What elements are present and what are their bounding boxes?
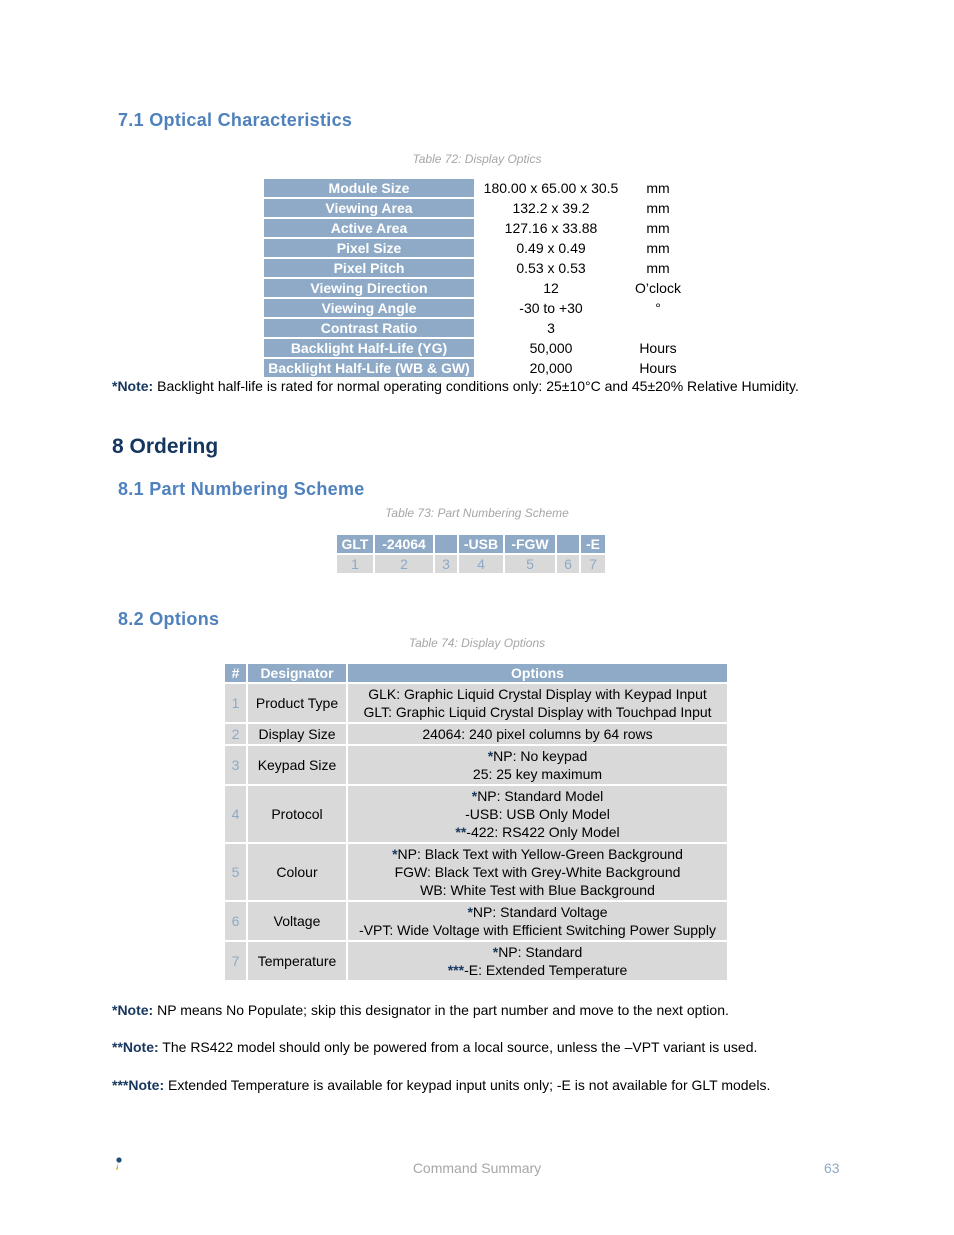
option-values	[348, 684, 727, 722]
option-line	[348, 805, 727, 823]
optics-unit: mm	[628, 219, 688, 237]
option-line	[348, 725, 727, 743]
option-designator: Temperature	[248, 942, 346, 980]
optics-row	[264, 339, 688, 357]
option-line-text: NP: No keypad	[493, 748, 588, 764]
option-line	[348, 823, 727, 841]
options-row	[225, 746, 727, 784]
optics-row	[264, 199, 688, 217]
option-line	[348, 685, 727, 703]
option-number: 7	[225, 942, 246, 980]
part-number-cell: 3	[435, 555, 457, 573]
optics-label: Contrast Ratio	[264, 319, 474, 337]
option-line-text: -422: RS422 Only Model	[466, 824, 620, 840]
option-values	[348, 724, 727, 744]
optics-value: 132.2 x 39.2	[476, 199, 626, 217]
optics-row	[264, 179, 688, 197]
note-prefix: ***Note:	[112, 1077, 165, 1093]
asterisk-marker: *	[392, 846, 398, 862]
part-number-cell: 5	[505, 555, 555, 573]
options-row	[225, 684, 727, 722]
note-text: Backlight half-life is rated for normal operating conditions only: 25±10°C and 45±20% Relative Humidity.	[153, 378, 799, 394]
optics-value: 0.49 x 0.49	[476, 239, 626, 257]
section-heading-optical: 7.1 Optical Characteristics	[118, 110, 353, 130]
option-line-text: 24064: 240 pixel columns by 64 rows	[422, 726, 653, 742]
options-row	[225, 724, 727, 744]
options-row	[225, 902, 727, 940]
note-text: Extended Temperature is available for keypad input units only; -E is not available for GLT models.	[164, 1077, 771, 1093]
option-line	[348, 943, 727, 961]
part-number-cell: 4	[459, 555, 503, 573]
option-designator: Product Type	[248, 684, 346, 722]
part-code-cell: -24064	[375, 535, 433, 553]
option-line-text: -USB: USB Only Model	[465, 806, 610, 822]
option-line-text: GLT: Graphic Liquid Crystal Display with Touchpad Input	[363, 704, 712, 720]
optics-value: 20,000	[476, 359, 626, 377]
optics-value: 3	[476, 319, 626, 337]
asterisk-marker: *	[492, 944, 499, 960]
option-number: 2	[225, 724, 246, 744]
note-prefix: *Note:	[112, 378, 154, 394]
option-line	[348, 747, 727, 765]
optics-unit: mm	[628, 179, 688, 197]
table-caption-options: Table 74: Display Options	[408, 636, 546, 650]
asterisk-marker: **	[455, 824, 467, 840]
part-code-cell: GLT	[337, 535, 373, 553]
display-optics-table	[262, 177, 690, 379]
optics-value: 12	[476, 279, 626, 297]
optics-label: Backlight Half-Life (YG)	[264, 339, 474, 357]
display-options-table	[223, 662, 729, 982]
part-code-cell: -USB	[459, 535, 503, 553]
header-number: #	[225, 664, 246, 682]
asterisk-marker: *	[487, 748, 494, 764]
option-number: 5	[225, 844, 246, 900]
option-line-text: NP: Standard Voltage	[472, 904, 608, 920]
note-text: The RS422 model should only be powered from a local source, unless the –VPT variant is used.	[158, 1039, 758, 1055]
optics-row	[264, 239, 688, 257]
footer-title: Command Summary	[412, 1160, 542, 1176]
optics-unit: mm	[628, 239, 688, 257]
optics-unit: mm	[628, 199, 688, 217]
option-line	[348, 787, 727, 805]
option-line-text: FGW: Black Text with Grey-White Background	[394, 864, 681, 880]
asterisk-marker: ***	[447, 962, 465, 978]
section-heading-options: 8.2 Options	[118, 609, 220, 629]
optics-unit: °	[628, 299, 688, 317]
option-designator: Voltage	[248, 902, 346, 940]
part-numbering-table	[335, 533, 607, 575]
options-row	[225, 844, 727, 900]
part-number-cell: 7	[581, 555, 605, 573]
option-line	[348, 703, 727, 721]
footnote	[112, 1002, 729, 1018]
option-values	[348, 942, 727, 980]
optics-row	[264, 319, 688, 337]
option-line	[348, 961, 727, 979]
option-designator: Protocol	[248, 786, 346, 842]
optics-note	[112, 378, 799, 394]
optics-unit	[628, 319, 688, 337]
optics-unit: Hours	[628, 339, 688, 357]
option-line-text: -VPT: Wide Voltage with Efficient Switching Power Supply	[359, 922, 716, 938]
page-number: 63	[824, 1160, 840, 1176]
optics-row	[264, 219, 688, 237]
optics-value: 180.00 x 65.00 x 30.5	[476, 179, 626, 197]
option-line-text: GLK: Graphic Liquid Crystal Display with Keypad Input	[368, 686, 707, 702]
option-designator: Display Size	[248, 724, 346, 744]
optics-label: Viewing Area	[264, 199, 474, 217]
part-number-cell: 2	[375, 555, 433, 573]
option-line	[348, 845, 727, 863]
options-header-row	[225, 664, 727, 682]
optics-unit: Hours	[628, 359, 688, 377]
asterisk-marker: *	[471, 788, 478, 804]
optics-label: Pixel Size	[264, 239, 474, 257]
optics-row	[264, 259, 688, 277]
part-number-cell: 6	[557, 555, 579, 573]
optics-unit: mm	[628, 259, 688, 277]
footnote	[112, 1077, 770, 1093]
note-text: NP means No Populate; skip this designator in the part number and move to the next option.	[153, 1002, 729, 1018]
optics-row	[264, 359, 688, 377]
option-number: 4	[225, 786, 246, 842]
part-code-cell	[435, 535, 457, 553]
option-values	[348, 786, 727, 842]
header-options: Options	[348, 664, 727, 682]
option-line-text: NP: Standard Model	[477, 788, 604, 804]
option-line-text: NP: Black Text with Yellow-Green Background	[397, 846, 683, 862]
part-number-row	[337, 555, 605, 573]
optics-label: Pixel Pitch	[264, 259, 474, 277]
optics-value: 50,000	[476, 339, 626, 357]
optics-value: 127.16 x 33.88	[476, 219, 626, 237]
part-code-cell: -E	[581, 535, 605, 553]
option-number: 6	[225, 902, 246, 940]
optics-label: Module Size	[264, 179, 474, 197]
optics-label: Viewing Angle	[264, 299, 474, 317]
optics-label: Backlight Half-Life (WB & GW)	[264, 359, 474, 377]
option-designator: Colour	[248, 844, 346, 900]
option-values	[348, 902, 727, 940]
option-number: 1	[225, 684, 246, 722]
optics-label: Viewing Direction	[264, 279, 474, 297]
option-designator: Keypad Size	[248, 746, 346, 784]
option-line	[348, 881, 727, 899]
section-heading-ordering: 8 Ordering	[112, 435, 219, 458]
asterisk-marker: *	[467, 904, 473, 920]
option-line	[348, 863, 727, 881]
optics-value: 0.53 x 0.53	[476, 259, 626, 277]
option-values	[348, 746, 727, 784]
part-code-cell: -FGW	[505, 535, 555, 553]
note-prefix: **Note:	[112, 1039, 159, 1055]
optics-unit: O’clock	[628, 279, 688, 297]
option-line-text: -E: Extended Temperature	[464, 962, 628, 978]
part-code-cell	[557, 535, 579, 553]
section-heading-part-numbering: 8.1 Part Numbering Scheme	[118, 479, 365, 499]
table-caption-optics: Table 72: Display Optics	[412, 152, 542, 166]
options-row	[225, 942, 727, 980]
header-designator: Designator	[248, 664, 346, 682]
option-line	[348, 921, 727, 939]
option-line	[348, 903, 727, 921]
optics-value: -30 to +30	[476, 299, 626, 317]
part-number-cell: 1	[337, 555, 373, 573]
optics-row	[264, 299, 688, 317]
note-prefix: *Note:	[112, 1002, 154, 1018]
optics-row	[264, 279, 688, 297]
optics-label: Active Area	[264, 219, 474, 237]
options-row	[225, 786, 727, 842]
option-line-text: NP: Standard	[498, 944, 583, 960]
table-caption-part-numbering: Table 73: Part Numbering Scheme	[385, 506, 569, 520]
option-line-text: WB: White Test with Blue Background	[420, 882, 655, 898]
option-line-text: 25: 25 key maximum	[472, 766, 603, 782]
part-code-row	[337, 535, 605, 553]
option-line	[348, 765, 727, 783]
option-values	[348, 844, 727, 900]
option-number: 3	[225, 746, 246, 784]
footnote	[112, 1039, 757, 1055]
